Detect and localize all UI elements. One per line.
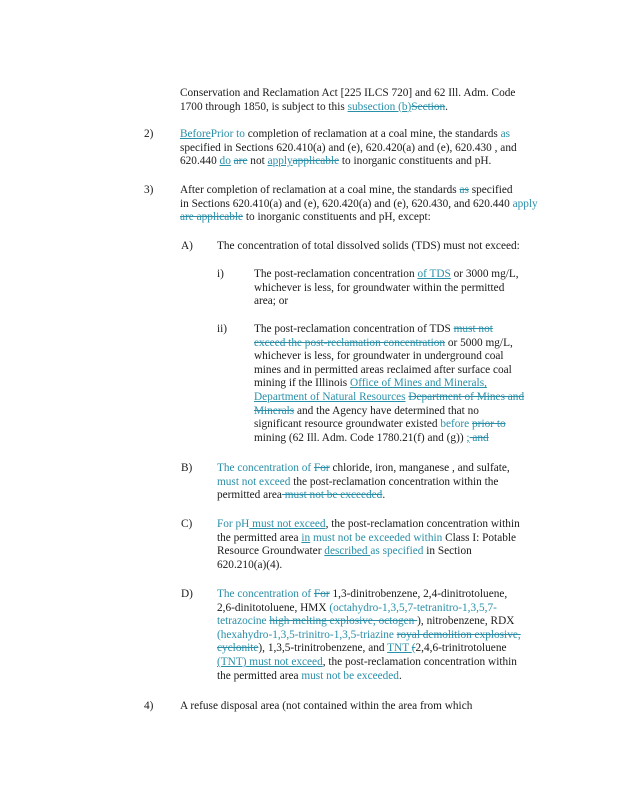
deleted-text: royal demolition explosive, [396,628,521,641]
text: 1700 through 1850, is subject to this [180,100,348,113]
paragraph-line [254,323,564,337]
text: . [398,669,402,682]
paragraph-line [254,377,564,391]
inserted-text: of TDS [417,268,451,280]
text: The post-reclamation concentration [254,268,418,280]
item-a-i-paragraph [254,268,564,309]
text: 1,3-dinitrobenzene, 2,4-dinitrotoluene, [329,588,508,600]
inserted-text: (hexahydro-1,3,5-trinitro-1,3,5-triazine [217,628,397,641]
item-number: D) [181,588,193,600]
paragraph-line [217,545,562,559]
inserted-text: TNT [387,642,412,655]
inserted-text: must not exceed [217,475,291,488]
paragraph-line: A refuse disposal area (not contained within the area from which [180,700,473,712]
item-number: 3) [144,184,154,196]
inserted-text: as specified [370,545,424,558]
inserted-text: must not exceed [249,518,326,530]
item-d-paragraph [217,588,562,683]
deleted-text: are [233,155,248,168]
text: completion of reclamation at a coal mine, the standards [244,128,501,140]
text: , the post-reclamation concentration within [322,655,517,668]
paragraph-line [254,418,564,432]
text: chloride, iron, manganese , and sulfate, [329,462,510,474]
text: and the Agency have determined that no [294,404,479,417]
deleted-text: applicable [292,155,340,168]
inserted-text: apply [267,155,293,168]
text: the permitted area [217,531,302,544]
item-a-ii-paragraph [254,323,564,445]
paragraph-line [217,656,562,670]
inserted-text: must not be exceeded within [313,531,443,544]
text: the post-reclamation concentration within the [290,475,499,488]
text: After completion of reclamation at a coal mine, the standards [180,184,460,196]
text: significant resource groundwater existed [254,418,441,431]
inserted-text: Office of Mines and Minerals, [350,377,487,390]
inserted-text: ; [466,431,470,444]
text: 620.440 [180,155,220,168]
paragraph-line [217,602,562,616]
inserted-text: The concentration of [217,588,314,600]
deleted-text: Minerals [254,404,295,417]
inserted-text: (octahydro-1,3,5,7-tetranitro-1,3,5,7- [329,601,497,614]
inserted-text: Department of Natural Resources [254,390,406,403]
text: Resource Groundwater [217,545,325,558]
intro-line: Conservation and Reclamation Act [225 ILCS 720] and 62 Ill. Adm. Code [180,87,516,99]
text: , the post-reclamation concentration within [325,518,520,530]
paragraph-line [254,337,564,351]
text: . [382,489,386,502]
paragraph-line: area; or [254,295,289,308]
deleted-text: For [313,462,330,474]
paragraph-line [254,391,564,405]
text: the permitted area [217,669,302,682]
paragraph-line [217,518,562,532]
inserted-text: tetrazocine [217,615,270,628]
deleted-text: Section [411,100,446,113]
inserted-text: must not be exceeded [301,669,399,682]
paragraph-line [254,432,564,446]
inserted-text: must not exceed [246,655,323,668]
deleted-text: Department of Mines and [408,390,525,403]
inserted-text: in [301,531,311,544]
text: to inorganic constituents and pH, except: [243,211,431,224]
inserted-text: subsection (b) [347,100,412,113]
inserted-text: The concentration of [217,462,314,474]
item-2-paragraph [180,128,560,169]
deleted-text: are applicable [180,211,244,224]
inserted-text: do [219,155,231,168]
text: mining (62 Ill. Adm. Code 1780.21(f) and (g)) [254,431,467,444]
text: not [247,155,268,168]
text: to inorganic constituents and pH. [339,155,492,168]
deleted-text: must not [453,323,493,335]
item-number: 4) [144,700,154,712]
deleted-text: as [459,184,469,196]
inserted-text: described [324,545,371,558]
item-3-paragraph [180,184,560,225]
deleted-text: and [469,431,489,444]
text: mining if the Illinois [254,377,351,390]
paragraph-line [180,211,560,225]
inserted-text: (TNT) [217,655,247,668]
paragraph-line [217,476,562,490]
deleted-text: exceed the post-reclamation concentration [254,336,446,349]
item-c-paragraph [217,518,562,572]
paragraph-line [217,642,562,656]
deleted-text: prior to [472,418,506,431]
paragraph-line [217,670,562,684]
text: in Sections 620.410(a) and (e), 620.420(a) and (e), 620.430, and 620.440 [180,197,513,210]
inserted-text: apply [512,197,538,210]
paragraph-line [180,128,560,142]
text: 2,4,6-trinitrotoluene [415,642,507,655]
inserted-text: before [440,418,470,431]
text: Class I: Potable [442,531,517,544]
text: ), nitrobenzene, RDX [417,615,515,628]
paragraph-line [217,462,562,476]
paragraph-line [217,629,562,643]
inserted-text: For pH [217,518,250,530]
paragraph-line [254,405,564,419]
item-number: 2) [144,128,154,140]
inserted-text: Before [180,128,211,140]
paragraph-line [254,268,564,282]
inserted-text: as [500,128,511,140]
text: permitted area [217,489,282,502]
item-a-paragraph [217,240,557,254]
paragraph-line [217,588,562,602]
paragraph-line: 620.210(a)(4). [217,558,283,571]
paragraph-line: specified in Sections 620.410(a) and (e), 620.420(a) and (e), 620.430 , and [180,141,517,154]
item-number: A) [181,240,193,252]
text: or 3000 mg/L, [450,268,519,280]
text: in Section [423,545,472,558]
paragraph-line [217,532,562,546]
paragraph-line: whichever is less, for groundwater in underground coal [254,350,504,363]
deleted-text: high melting explosive, octogen [269,615,418,628]
text: or 5000 mg/L, [445,336,513,349]
deleted-text: must not be exceeded [281,489,383,502]
paragraph-line: The concentration of total dissolved solids (TDS) must not exceed: [217,240,520,252]
item-number: i) [217,268,224,280]
deleted-text: For [313,588,330,600]
intro-paragraph [180,87,560,114]
item-4-paragraph [180,700,560,714]
paragraph-line [180,155,560,169]
text: specified [468,184,513,196]
paragraph-line: mines and in permitted areas reclaimed after surface coal [254,363,512,376]
paragraph-line [180,198,560,212]
inserted-text: Prior to [210,128,245,140]
item-b-paragraph [217,462,562,503]
text: ), 1,3,5-trinitrobenzene, and [258,642,388,655]
text: . [445,100,448,113]
item-number: B) [181,462,193,474]
paragraph-line: whichever is less, for groundwater within the permitted [254,281,505,294]
paragraph-line [180,184,560,198]
paragraph-line [217,489,562,503]
text: The post-reclamation concentration of TDS [254,323,454,335]
item-number: C) [181,518,193,530]
deleted-text: ( [411,642,416,655]
paragraph-line [217,615,562,629]
intro-line [180,101,560,115]
item-number: ii) [217,323,228,335]
text: 2,6-dinitotoluene, HMX [217,601,330,614]
deleted-text: cyclonite [217,642,259,655]
